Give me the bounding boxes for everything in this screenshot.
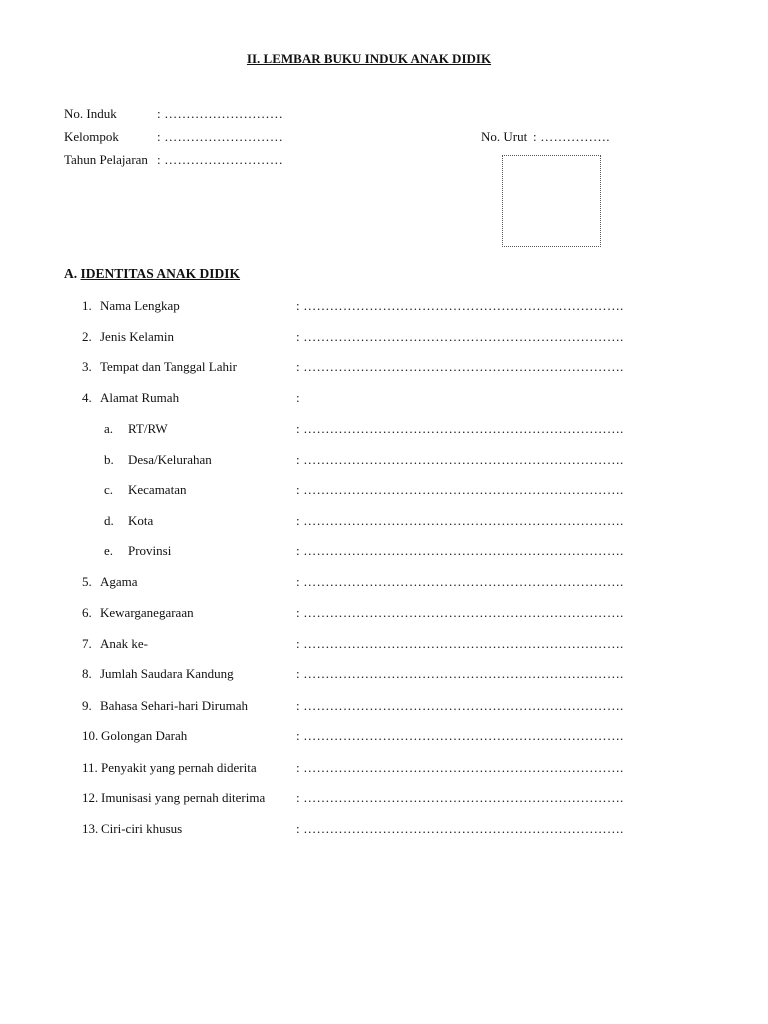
item-fill-field[interactable]: : ………………………………………………………………. [296,760,624,775]
item-number: 11. [82,760,98,775]
item-number: e. [104,543,114,558]
field-label-no-urut: No. Urut [481,129,528,144]
item-label: Anak ke- [100,636,149,651]
field-label-tahun-pelajaran: Tahun Pelajaran [64,152,148,167]
field-value-kelompok[interactable]: : ……………………… [157,129,284,144]
section-prefix: A. [64,266,78,281]
item-label: Jumlah Saudara Kandung [100,666,234,681]
photo-placeholder-box [502,155,601,247]
item-fill-field[interactable]: : ………………………………………………………………. [296,636,624,651]
item-fill-field[interactable]: : ………………………………………………………………. [296,821,624,836]
item-number: 3. [82,359,92,374]
item-label: Desa/Kelurahan [128,452,212,467]
item-fill-field[interactable]: : ………………………………………………………………. [296,666,624,681]
item-label: Provinsi [128,543,172,558]
item-label: Penyakit yang pernah diderita [101,760,257,775]
field-label-no-induk: No. Induk [64,106,117,121]
field-value-no-urut[interactable]: : ……………. [533,129,610,144]
field-label-kelompok: Kelompok [64,129,119,144]
item-number: 8. [82,666,92,681]
item-label: Agama [100,574,138,589]
item-label: Tempat dan Tanggal Lahir [100,359,237,374]
item-number: 10. [82,728,99,743]
item-label: Jenis Kelamin [100,329,175,344]
section-heading [64,266,240,282]
item-number: c. [104,482,114,497]
item-number: 12. [82,790,99,805]
item-label: RT/RW [128,421,168,436]
item-label: Alamat Rumah [100,390,180,405]
item-number: 6. [82,605,92,620]
item-fill-field[interactable]: : ………………………………………………………………. [296,359,624,374]
item-fill-field[interactable]: : ………………………………………………………………. [296,574,624,589]
page-title: II. LEMBAR BUKU INDUK ANAK DIDIK [246,51,492,66]
item-number: 4. [82,390,92,405]
item-fill-field[interactable]: : ………………………………………………………………. [296,298,624,313]
item-number: 13. [82,821,99,836]
item-number: b. [104,452,114,467]
item-label: Bahasa Sehari-hari Dirumah [100,698,249,713]
item-number: 7. [82,636,92,651]
item-fill-field[interactable]: : ………………………………………………………………. [296,790,624,805]
item-label: Ciri-ciri khusus [101,821,183,836]
item-number: d. [104,513,114,528]
section-title: IDENTITAS ANAK DIDIK [80,266,241,281]
item-number: 1. [82,298,92,313]
item-fill-field[interactable]: : ………………………………………………………………. [296,421,624,436]
item-fill-field[interactable]: : ………………………………………………………………. [296,728,624,743]
item-label: Kewarganegaraan [100,605,194,620]
item-fill-field[interactable]: : [296,390,300,405]
item-label: Imunisasi yang pernah diterima [101,790,266,805]
item-fill-field[interactable]: : ………………………………………………………………. [296,329,624,344]
item-number: 9. [82,698,92,713]
item-label: Nama Lengkap [100,298,180,313]
field-value-no-induk[interactable]: : ……………………… [157,106,284,121]
item-label: Kecamatan [128,482,187,497]
item-label: Kota [128,513,154,528]
item-label: Golongan Darah [101,728,188,743]
item-number: a. [104,421,114,436]
item-number: 5. [82,574,92,589]
field-value-tahun-pelajaran[interactable]: : ……………………… [157,152,284,167]
item-fill-field[interactable]: : ………………………………………………………………. [296,698,624,713]
item-fill-field[interactable]: : ………………………………………………………………. [296,513,624,528]
item-fill-field[interactable]: : ………………………………………………………………. [296,452,624,467]
item-fill-field[interactable]: : ………………………………………………………………. [296,543,624,558]
item-number: 2. [82,329,92,344]
item-fill-field[interactable]: : ………………………………………………………………. [296,482,624,497]
item-fill-field[interactable]: : ………………………………………………………………. [296,605,624,620]
